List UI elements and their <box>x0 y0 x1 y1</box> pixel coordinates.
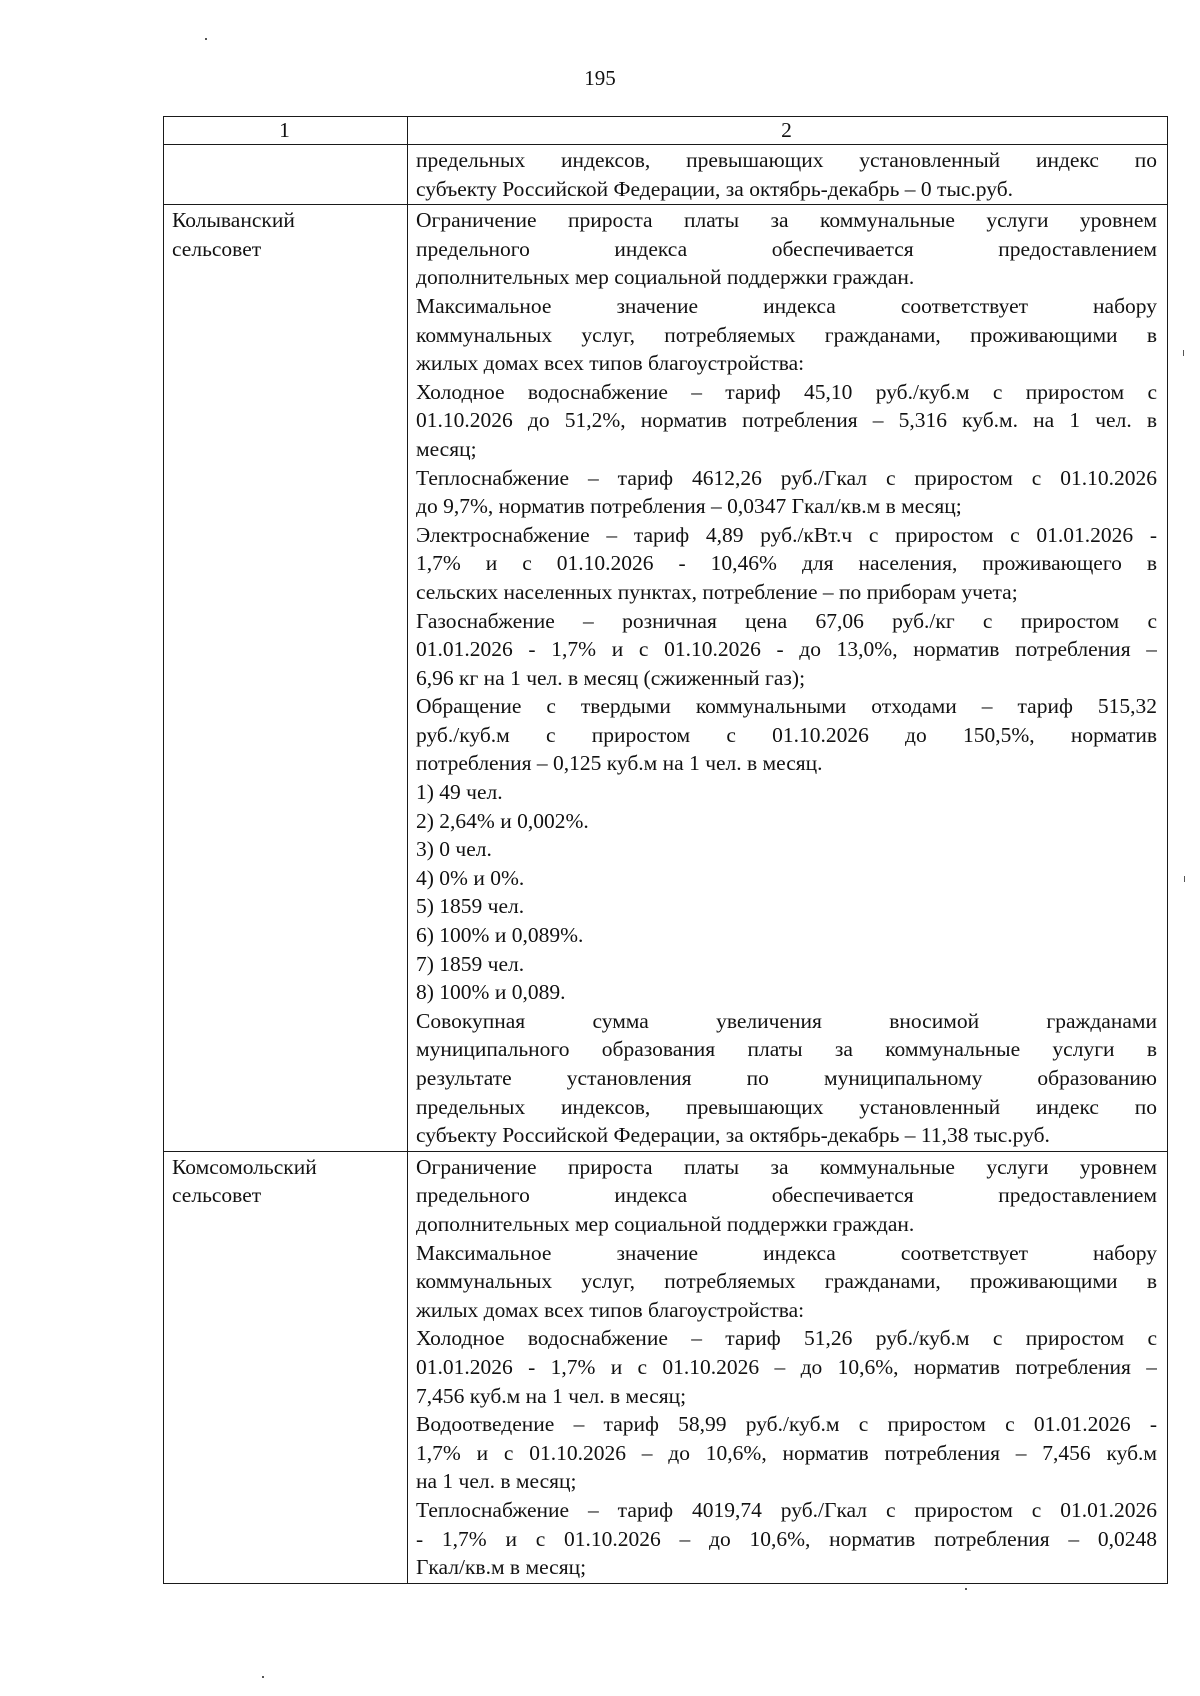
text-line: Теплоснабжение – тариф 4019,74 руб./Гкал с приростом с 01.01.2026 <box>416 1497 1157 1522</box>
tariff-table <box>163 116 1168 1584</box>
scan-speck <box>262 1676 264 1678</box>
district-name-line: сельсовет <box>172 1183 262 1208</box>
district-name-line: сельсовет <box>172 236 262 261</box>
text-line: жилых домах всех типов благоустройства: <box>416 1297 805 1322</box>
table-body <box>164 117 1168 1584</box>
text-line: 01.01.2026 - 1,7% и с 01.10.2026 - до 13,0%, норматив потребления – <box>416 637 1157 662</box>
page-number: 195 <box>584 66 616 90</box>
text-line: предельного индекса обеспечивается предоставлением <box>416 1183 1157 1208</box>
text-line: 1) 49 чел. <box>416 780 503 805</box>
text-line: на 1 чел. в месяц; <box>416 1469 577 1494</box>
text-line: дополнительных мер социальной поддержки граждан. <box>416 265 915 290</box>
district-cell <box>164 1151 408 1583</box>
text-line: месяц; <box>416 436 477 461</box>
text-line: предельных индексов, превышающих установленный индекс по <box>416 1094 1157 1119</box>
scan-speck <box>1184 876 1185 882</box>
text-line: предельного индекса обеспечивается предоставлением <box>416 236 1157 261</box>
text-line: Водоотведение – тариф 58,99 руб./куб.м с приростом с 01.01.2026 - <box>416 1412 1157 1437</box>
text-line: до 9,7%, норматив потребления – 0,0347 Гкал/кв.м в месяц; <box>416 494 962 519</box>
scan-speck <box>965 1588 967 1590</box>
text-line: субъекту Российской Федерации, за октябрь-декабрь – 0 тыс.руб. <box>416 176 1014 201</box>
description-cell <box>408 205 1168 1152</box>
text-line: - 1,7% и с 01.10.2026 – до 10,6%, норматив потребления – 0,0248 <box>416 1526 1157 1551</box>
table-row <box>164 205 1168 1152</box>
text-line: коммунальных услуг, потребляемых гражданами, проживающими в <box>416 1269 1157 1294</box>
text-line: 1,7% и с 01.10.2026 - 10,46% для населения, проживающего в <box>416 551 1157 576</box>
text-line: Газоснабжение – розничная цена 67,06 руб./кг с приростом с <box>416 608 1157 633</box>
text-line: Холодное водоснабжение – тариф 51,26 руб./куб.м с приростом с <box>416 1326 1157 1351</box>
text-line: предельных индексов, превышающих установленный индекс по <box>416 148 1157 172</box>
text-line: Гкал/кв.м в месяц; <box>416 1555 587 1580</box>
text-line: дополнительных мер социальной поддержки граждан. <box>416 1211 915 1236</box>
text-line: сельских населенных пунктах, потребление – по приборам учета; <box>416 579 1018 604</box>
text-line: 01.10.2026 до 51,2%, норматив потребления – 5,316 куб.м. на 1 чел. в <box>416 408 1157 433</box>
text-line: 1,7% и с 01.10.2026 – до 10,6%, норматив потребления – 7,456 куб.м <box>416 1440 1157 1465</box>
text-line: Максимальное значение индекса соответствует набору <box>416 1240 1157 1265</box>
text-line: Обращение с твердыми коммунальными отходами – тариф 515,32 <box>416 694 1157 719</box>
text-line: 6,96 кг на 1 чел. в месяц (сжиженный газ); <box>416 665 806 690</box>
scan-speck <box>205 38 207 40</box>
district-name-line: Колыванский <box>172 208 295 233</box>
description-cell <box>408 145 1168 205</box>
text-line: 8) 100% и 0,089. <box>416 980 566 1005</box>
text-line: руб./куб.м с приростом с 01.10.2026 до 150,5%, норматив <box>416 722 1157 747</box>
text-line: потребления – 0,125 куб.м на 1 чел. в месяц. <box>416 751 823 776</box>
text-line: 3) 0 чел. <box>416 837 492 862</box>
text-line: муниципального образования платы за коммунальные услуги в <box>416 1037 1157 1062</box>
text-line: Совокупная сумма увеличения вносимой гражданами <box>416 1008 1157 1033</box>
header-col-2: 2 <box>408 117 1168 145</box>
text-line: 2) 2,64% и 0,002%. <box>416 808 589 833</box>
text-line: субъекту Российской Федерации, за октябрь-декабрь – 11,38 тыс.руб. <box>416 1123 1050 1148</box>
text-line: 7,456 куб.м на 1 чел. в месяц; <box>416 1383 687 1408</box>
scan-speck <box>1183 350 1184 356</box>
text-line: Максимальное значение индекса соответствует набору <box>416 293 1157 318</box>
text-line: Теплоснабжение – тариф 4612,26 руб./Гкал с приростом с 01.10.2026 <box>416 465 1157 490</box>
text-line: 6) 100% и 0,089%. <box>416 923 584 948</box>
text-line: коммунальных услуг, потребляемых гражданами, проживающими в <box>416 322 1157 347</box>
table-row <box>164 1151 1168 1583</box>
header-col-1: 1 <box>164 117 408 145</box>
district-name-line: Комсомольский <box>172 1154 317 1179</box>
text-line: 7) 1859 чел. <box>416 951 525 976</box>
text-line: 01.01.2026 - 1,7% и с 01.10.2026 – до 10,6%, норматив потребления – <box>416 1354 1157 1379</box>
text-line: Холодное водоснабжение – тариф 45,10 руб./куб.м с приростом с <box>416 379 1157 404</box>
district-cell <box>164 145 408 205</box>
text-line: Электроснабжение – тариф 4,89 руб./кВт.ч с приростом с 01.01.2026 - <box>416 522 1157 547</box>
text-line: Ограничение прироста платы за коммунальные услуги уровнем <box>416 208 1157 233</box>
text-line: результате установления по муниципальному образованию <box>416 1066 1157 1090</box>
text-line: 4) 0% и 0%. <box>416 865 525 890</box>
text-line: Ограничение прироста платы за коммунальные услуги уровнем <box>416 1154 1157 1179</box>
text-line: 5) 1859 чел. <box>416 894 525 919</box>
text-line: жилых домах всех типов благоустройства: <box>416 351 805 376</box>
district-cell <box>164 205 408 1152</box>
description-cell <box>408 1151 1168 1583</box>
header-row <box>164 117 1168 145</box>
table-row <box>164 145 1168 205</box>
